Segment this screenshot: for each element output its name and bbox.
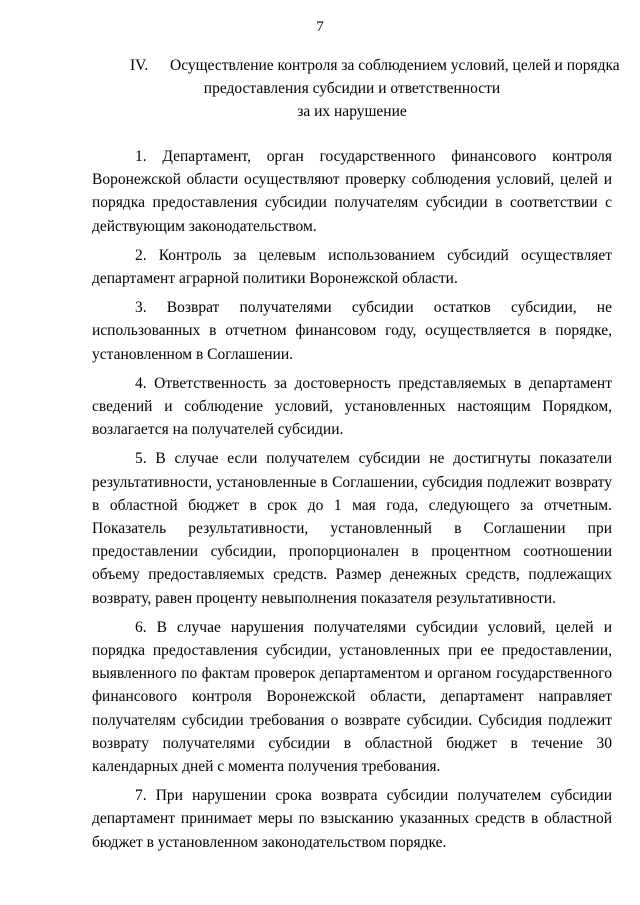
- paragraph-1: 1. Департамент, орган государственного финансового контроля Воронежской области осуществляют проверку соблюдения условий, целей и порядка предоставления субсидии получателям субсидии в соответствии с действующим законодательством.: [92, 148, 612, 235]
- paragraph-4: 4. Ответственность за достоверность представляемых в департамент сведений и соблюдение условий, установленных настоящим Порядком, возлагается на получателей субсидии.: [92, 374, 612, 439]
- paragraph-5: 5. В случае если получателем субсидии не достигнуты показатели результативности, установленные в Соглашении, субсидия подлежит возврату в областной бюджет в срок до 1 мая года, следующего за отчетным. Показатель результативности, установленный в Соглашении при предоставлении субсидии, пропорционален в процентном соотношении объему предоставляемых средств. Размер денежных средств, подлежащих возврату, равен проценту невыполнения показателя результативности.: [92, 450, 612, 607]
- section-heading-line-3: за их нарушение: [297, 103, 407, 120]
- section-heading-line-1: [92, 54, 620, 77]
- paragraph-6: 6. В случае нарушения получателями субсидии условий, целей и порядка предоставления субсидии, установленных при ее предоставлении, выявленного по фактам проверок департаментом и органом государственного финансового контроля Воронежской области, департамент направляет получателям субсидии требования о возврате субсидии. Субсидия подлежит возврату получателями субсидии в областной бюджет в течение 30 календарных дней с момента получения требования.: [92, 618, 612, 776]
- section-heading-line-2: предоставления субсидии и ответственности: [203, 80, 501, 97]
- paragraph-3: 3. Возврат получателями субсидии остатков субсидии, не использованных в отчетном финансовом году, осуществляется в порядке, установленном в Соглашении.: [92, 299, 612, 363]
- section-body: [92, 145, 612, 860]
- section-heading: [92, 54, 620, 123]
- page-number: 7: [316, 19, 324, 35]
- paragraph-2: 2. Контроль за целевым использованием субсидий осуществляет департамент аграрной политики Воронежской области.: [92, 246, 612, 288]
- paragraph-7: 7. При нарушении срока возврата субсидии получателем субсидии департамент принимает меры по взысканию указанных средств в областной бюджет в установленном законодательством порядке.: [92, 787, 612, 851]
- section-numeral: IV.: [130, 57, 149, 74]
- section-heading-text-1: Осуществление контроля за соблюдением условий, целей и порядка: [170, 57, 620, 74]
